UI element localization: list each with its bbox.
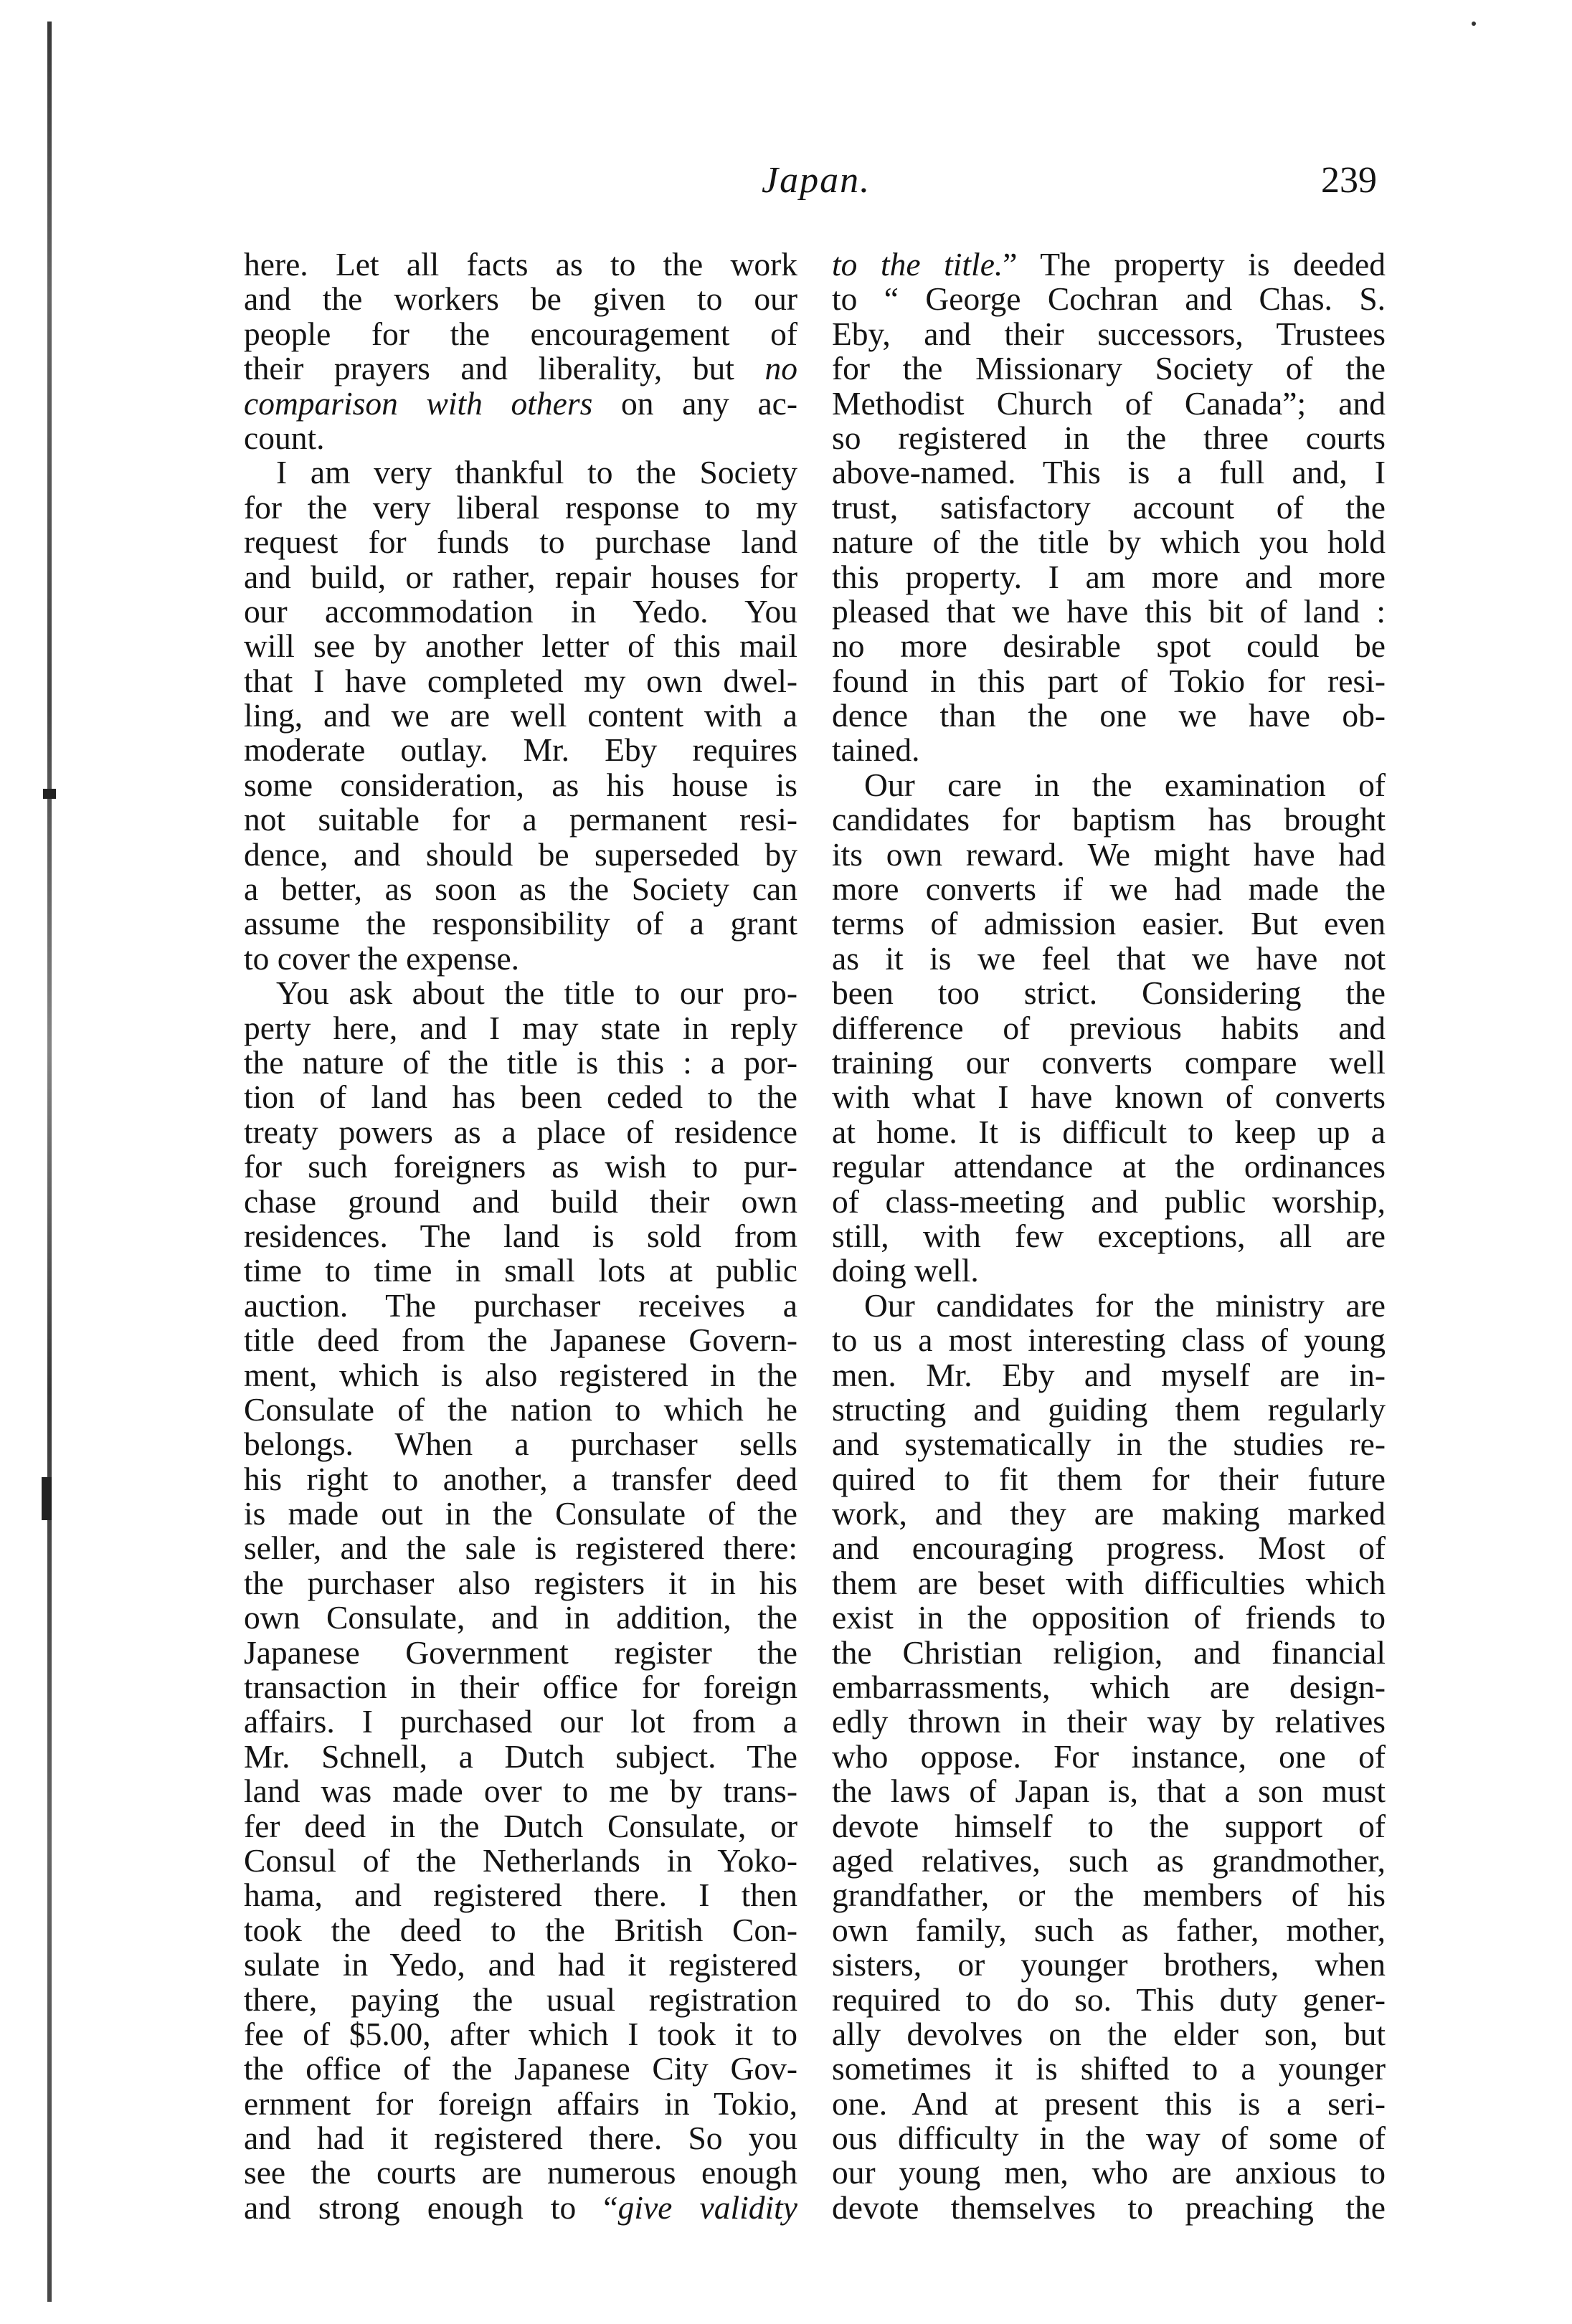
text-line: moderate outlay. Mr. Eby requires — [244, 731, 797, 769]
page-number: 239 — [1321, 160, 1377, 201]
text-line: sisters, or younger brothers, when — [832, 1946, 1386, 1983]
text-line: You ask about the title to our pro- — [276, 974, 797, 1012]
text-line: residences. The land is sold from — [244, 1217, 797, 1254]
text-line: their prayers and liberality, but no — [244, 350, 797, 387]
text-line: at home. It is difficult to keep up a — [832, 1113, 1386, 1150]
text-line: comparison with others on any ac- — [244, 384, 797, 422]
text-line: our young men, who are anxious to — [832, 2154, 1386, 2191]
text-line: and strong enough to “give validity — [244, 2188, 797, 2226]
text-line: Consulate of the nation to which he — [244, 1390, 797, 1428]
left-text-column — [244, 247, 797, 2225]
text-line: perty here, and I may state in reply — [244, 1009, 797, 1046]
text-line: auction. The purchaser receives a — [244, 1286, 797, 1324]
text-line: sometimes it is shifted to a younger — [832, 2050, 1386, 2087]
text-line: I am very thankful to the Society — [276, 454, 797, 491]
text-line: transaction in their office for foreign — [244, 1669, 797, 1706]
text-line: fer deed in the Dutch Consulate, or — [244, 1807, 797, 1844]
text-line: Consul of the Netherlands in Yoko- — [244, 1841, 797, 1879]
text-line: doing well. — [832, 1252, 979, 1289]
text-line: own Consulate, and in addition, the — [244, 1599, 797, 1636]
text-line: Our candidates for the ministry are — [864, 1286, 1386, 1324]
running-title: Japan. — [762, 160, 871, 201]
text-line: fee of $5.00, after which I took it to — [244, 2015, 797, 2052]
text-line: will see by another letter of this mail — [244, 627, 797, 665]
text-line: embarrassments, which are design- — [832, 1669, 1386, 1706]
text-line: took the deed to the British Con- — [244, 1911, 797, 1948]
text-line: a better, as soon as the Society can — [244, 871, 797, 908]
text-line: the nature of the title is this : a por- — [244, 1043, 797, 1081]
text-line: of class-meeting and public worship, — [832, 1182, 1386, 1220]
text-line: work, and they are making marked — [832, 1495, 1386, 1532]
text-line: dence, and should be superseded by — [244, 835, 797, 873]
text-line: ment, which is also registered in the — [244, 1356, 797, 1393]
text-line: pleased that we have this bit of land : — [832, 592, 1386, 630]
text-line: Eby, and their successors, Trustees — [832, 315, 1386, 352]
text-line: devote themselves to preaching the — [832, 2188, 1386, 2226]
text-line: ally devolves on the elder son, but — [832, 2015, 1386, 2052]
text-line: dence than the one we have ob- — [832, 697, 1386, 734]
text-line: grandfather, or the members of his — [832, 1877, 1386, 1914]
text-line: them are beset with difficulties which — [832, 1564, 1386, 1601]
text-line: exist in the opposition of friends to — [832, 1599, 1386, 1636]
text-line: sulate in Yedo, and had it registered — [244, 1946, 797, 1983]
text-line: his right to another, a transfer deed — [244, 1460, 797, 1497]
text-line: as it is we feel that we have not — [832, 939, 1386, 977]
text-line: training our converts compare well — [832, 1043, 1386, 1081]
text-line: quired to fit them for their future — [832, 1460, 1386, 1497]
text-line: land was made over to me by trans- — [244, 1773, 797, 1810]
margin-mark — [42, 1477, 52, 1520]
text-line: found in this part of Tokio for resi- — [832, 662, 1386, 699]
text-line: Methodist Church of Canada”; and — [832, 384, 1386, 422]
text-line: see the courts are numerous enough — [244, 2154, 797, 2191]
text-line: men. Mr. Eby and myself are in- — [832, 1356, 1386, 1393]
text-line: own family, such as father, mother, — [832, 1911, 1386, 1948]
text-line: request for funds to purchase land — [244, 523, 797, 561]
text-line: the purchaser also registers it in his — [244, 1564, 797, 1601]
text-line: terms of admission easier. But even — [832, 905, 1386, 942]
text-line: for such foreigners as wish to pur- — [244, 1148, 797, 1185]
text-line: for the very liberal response to my — [244, 488, 797, 526]
text-line: here. Let all facts as to the work — [244, 246, 797, 283]
margin-mark — [43, 789, 56, 799]
text-line: Our care in the examination of — [864, 766, 1386, 803]
text-line: affairs. I purchased our lot from a — [244, 1703, 797, 1740]
text-line: been too strict. Considering the — [832, 974, 1386, 1012]
text-line: people for the encouragement of — [244, 315, 797, 352]
text-line: candidates for baptism has brought — [832, 801, 1386, 838]
text-line: the Christian religion, and financial — [832, 1633, 1386, 1671]
text-line: regular attendance at the ordinances — [832, 1148, 1386, 1185]
text-line: ernment for foreign affairs in Tokio, — [244, 2085, 797, 2122]
text-line: this property. I am more and more — [832, 558, 1386, 595]
text-line: edly thrown in their way by relatives — [832, 1703, 1386, 1740]
text-line: for the Missionary Society of the — [832, 350, 1386, 387]
text-line: aged relatives, such as grandmother, — [832, 1841, 1386, 1879]
text-line: still, with few exceptions, all are — [832, 1217, 1386, 1254]
text-line: not suitable for a permanent resi- — [244, 801, 797, 838]
text-line: and systematically in the studies re- — [832, 1426, 1386, 1463]
text-line: Mr. Schnell, a Dutch subject. The — [244, 1737, 797, 1775]
text-line: trust, satisfactory account of the — [832, 488, 1386, 526]
text-line: and build, or rather, repair houses for — [244, 558, 797, 595]
text-line: tained. — [832, 731, 920, 769]
text-line: required to do so. This duty gener- — [832, 1981, 1386, 2018]
text-line: with what I have known of converts — [832, 1078, 1386, 1116]
text-line: no more desirable spot could be — [832, 627, 1386, 665]
text-line: to the title.” The property is deeded — [832, 246, 1386, 283]
text-line: count. — [244, 419, 325, 456]
text-line: our accommodation in Yedo. You — [244, 592, 797, 630]
text-line: to cover the expense. — [244, 939, 520, 977]
text-line: belongs. When a purchaser sells — [244, 1426, 797, 1463]
text-line: to us a most interesting class of young — [832, 1322, 1386, 1359]
text-line: the office of the Japanese City Gov- — [244, 2050, 797, 2087]
text-line: there, paying the usual registration — [244, 1981, 797, 2018]
text-line: and had it registered there. So you — [244, 2120, 797, 2157]
text-line: one. And at present this is a seri- — [832, 2085, 1386, 2122]
text-line: title deed from the Japanese Govern- — [244, 1322, 797, 1359]
text-line: seller, and the sale is registered there: — [244, 1529, 797, 1567]
text-line: the laws of Japan is, that a son must — [832, 1773, 1386, 1810]
text-line: so registered in the three courts — [832, 419, 1386, 456]
text-line: nature of the title by which you hold — [832, 523, 1386, 561]
text-line: some consideration, as his house is — [244, 766, 797, 803]
text-line: and encouraging progress. Most of — [832, 1529, 1386, 1567]
text-line: chase ground and build their own — [244, 1182, 797, 1220]
text-line: Japanese Government register the — [244, 1633, 797, 1671]
text-line: difference of previous habits and — [832, 1009, 1386, 1046]
text-line: more converts if we had made the — [832, 871, 1386, 908]
text-line: devote himself to the support of — [832, 1807, 1386, 1844]
text-line: ling, and we are well content with a — [244, 697, 797, 734]
text-line: who oppose. For instance, one of — [832, 1737, 1386, 1775]
right-text-column — [832, 247, 1386, 2225]
text-line: its own reward. We might have had — [832, 835, 1386, 873]
text-line: assume the responsibility of a grant — [244, 905, 797, 942]
text-line: treaty powers as a place of residence — [244, 1113, 797, 1150]
text-line: ous difficulty in the way of some of — [832, 2120, 1386, 2157]
text-line: above-named. This is a full and, I — [832, 454, 1386, 491]
text-line: and the workers be given to our — [244, 280, 797, 318]
binding-edge-rule — [47, 22, 52, 2302]
running-head — [0, 159, 1572, 209]
text-line: structing and guiding them regularly — [832, 1390, 1386, 1428]
text-line: hama, and registered there. I then — [244, 1877, 797, 1914]
text-line: is made out in the Consulate of the — [244, 1495, 797, 1532]
text-line: time to time in small lots at public — [244, 1252, 797, 1289]
ink-speck — [1472, 22, 1476, 26]
text-line: tion of land has been ceded to the — [244, 1078, 797, 1116]
text-line: to “ George Cochran and Chas. S. — [832, 280, 1386, 318]
text-line: that I have completed my own dwel- — [244, 662, 797, 699]
